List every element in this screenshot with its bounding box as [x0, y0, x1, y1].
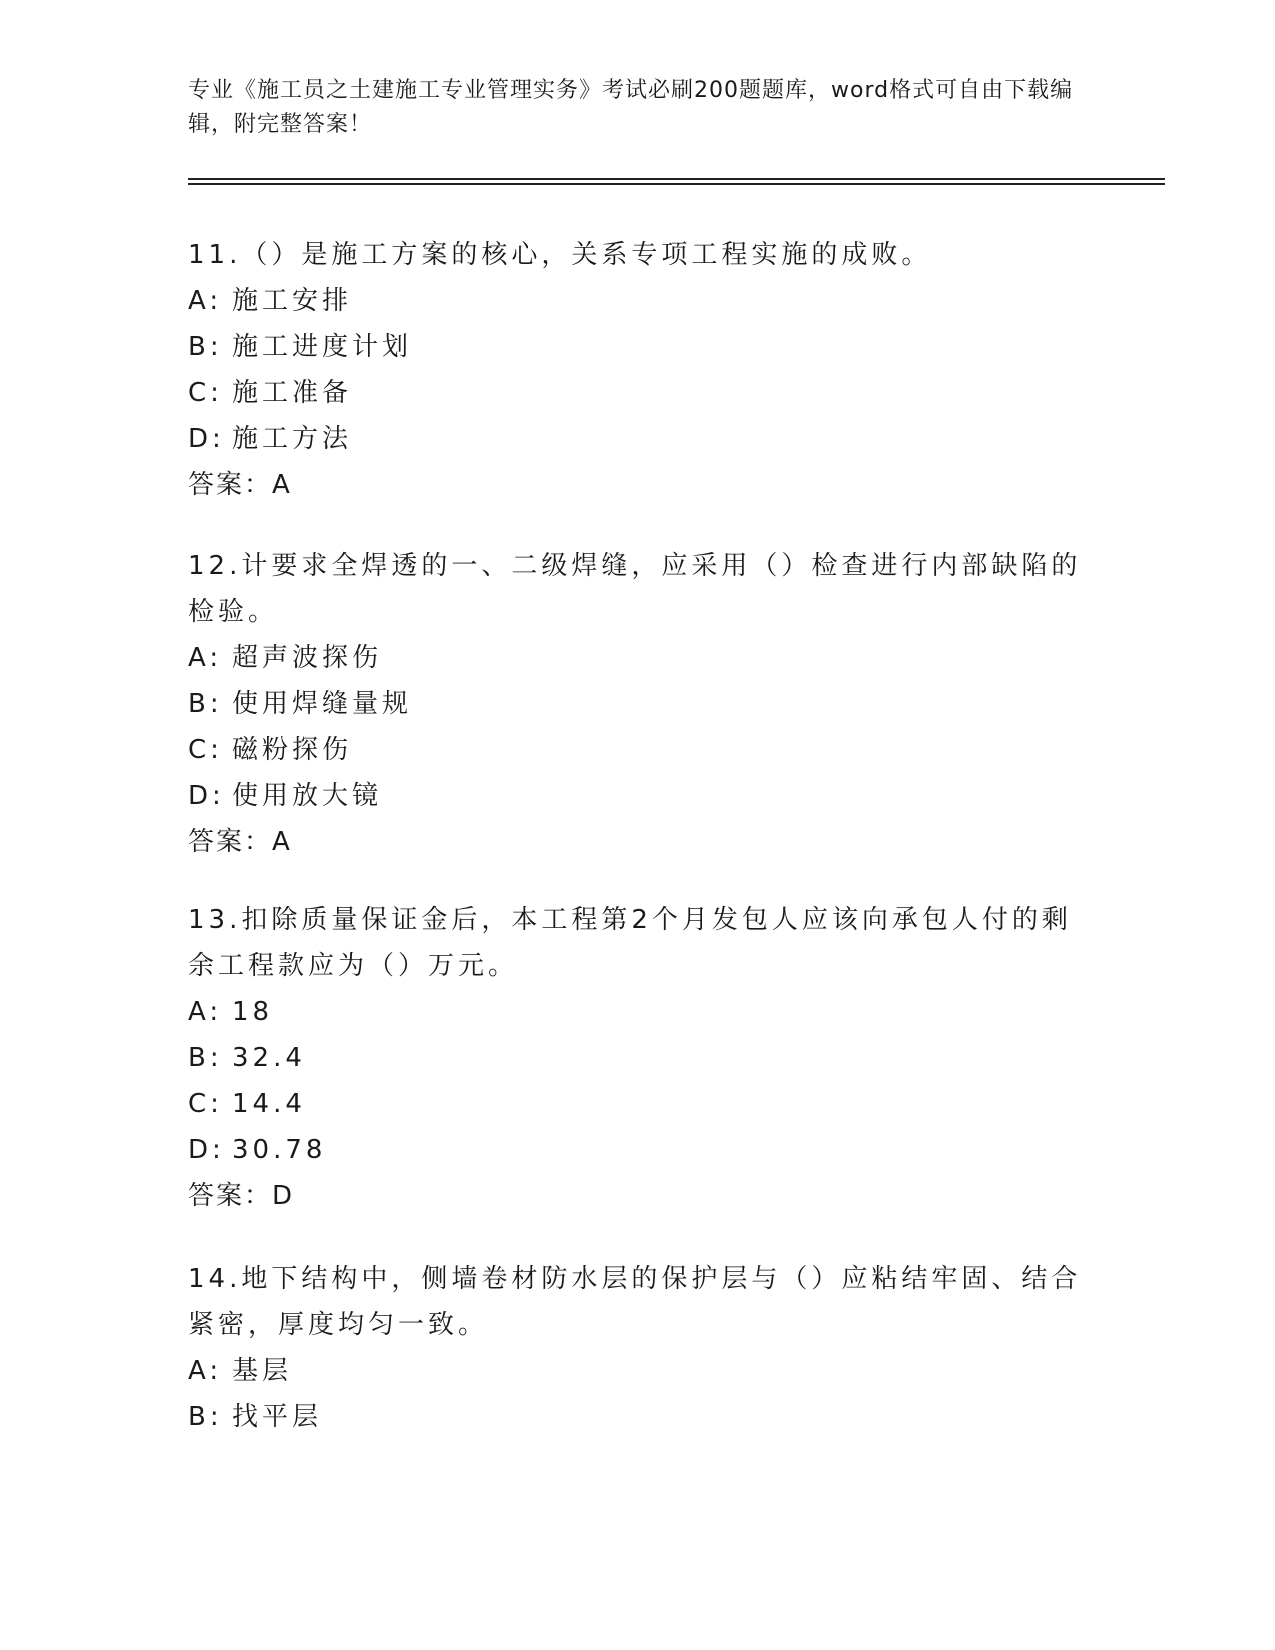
- option-key: A:: [188, 997, 223, 1027]
- option-a: [188, 989, 1088, 1035]
- option-text: 14.4: [232, 1089, 306, 1119]
- option-text: 超声波探伤: [232, 643, 383, 673]
- answer-value: A: [272, 827, 290, 857]
- option-text: 30.78: [232, 1135, 327, 1165]
- option-key: B:: [188, 1402, 223, 1432]
- option-b: [188, 324, 1088, 370]
- option-key: B:: [188, 332, 223, 362]
- answer-label: 答案：: [188, 1181, 273, 1211]
- option-key: A:: [188, 286, 223, 316]
- option-text: 磁粉探伤: [232, 735, 353, 765]
- option-text: 找平层: [232, 1402, 323, 1432]
- option-key: C:: [188, 1089, 223, 1119]
- header-divider-bottom: [188, 183, 1165, 185]
- answer-label: 答案：: [188, 470, 273, 500]
- option-c: [188, 370, 1088, 416]
- option-text: 使用放大镜: [232, 781, 383, 811]
- answer-value: A: [272, 470, 290, 500]
- option-a: [188, 635, 1088, 681]
- option-a: [188, 278, 1088, 324]
- question-12: [188, 543, 1088, 865]
- option-key: B:: [188, 1043, 223, 1073]
- option-b: [188, 1035, 1088, 1081]
- option-text: 施工进度计划: [232, 332, 413, 362]
- option-key: C:: [188, 378, 223, 408]
- option-key: A:: [188, 1356, 223, 1386]
- option-text: 基层: [232, 1356, 293, 1386]
- option-key: C:: [188, 735, 223, 765]
- option-text: 施工准备: [232, 378, 353, 408]
- question-13: [188, 897, 1088, 1219]
- answer-value: D: [272, 1181, 293, 1211]
- option-d: [188, 1127, 1088, 1173]
- option-text: 18: [232, 997, 274, 1027]
- option-d: [188, 416, 1088, 462]
- question-text: 11.（）是施工方案的核心，关系专项工程实施的成败。: [188, 240, 932, 270]
- option-key: D:: [188, 424, 225, 454]
- option-c: [188, 727, 1088, 773]
- document-header: 专业《施工员之土建施工专业管理实务》考试必刷200题题库，word格式可自由下载编辑，附完整答案！: [188, 78, 1074, 137]
- option-text: 施工安排: [232, 286, 353, 316]
- option-text: 使用焊缝量规: [232, 689, 413, 719]
- option-d: [188, 773, 1088, 819]
- option-text: 32.4: [232, 1043, 306, 1073]
- question-text: 13.扣除质量保证金后，本工程第2个月发包人应该向承包人付的剩余工程款应为（）万元。: [188, 905, 1072, 981]
- question-text: 12.计要求全焊透的一、二级焊缝，应采用（）检查进行内部缺陷的检验。: [188, 551, 1082, 627]
- option-b: [188, 1394, 1088, 1440]
- question-14: [188, 1256, 1088, 1440]
- answer-line: [188, 1173, 1088, 1219]
- answer-line: [188, 462, 1088, 508]
- option-b: [188, 681, 1088, 727]
- question-11: [188, 232, 1088, 508]
- option-key: D:: [188, 781, 225, 811]
- option-key: D:: [188, 1135, 225, 1165]
- option-a: [188, 1348, 1088, 1394]
- answer-line: [188, 819, 1088, 865]
- header-divider-top: [188, 178, 1165, 180]
- option-c: [188, 1081, 1088, 1127]
- answer-label: 答案：: [188, 827, 273, 857]
- question-text: 14.地下结构中，侧墙卷材防水层的保护层与（）应粘结牢固、结合紧密，厚度均匀一致。: [188, 1264, 1082, 1340]
- option-key: B:: [188, 689, 223, 719]
- option-text: 施工方法: [232, 424, 353, 454]
- option-key: A:: [188, 643, 223, 673]
